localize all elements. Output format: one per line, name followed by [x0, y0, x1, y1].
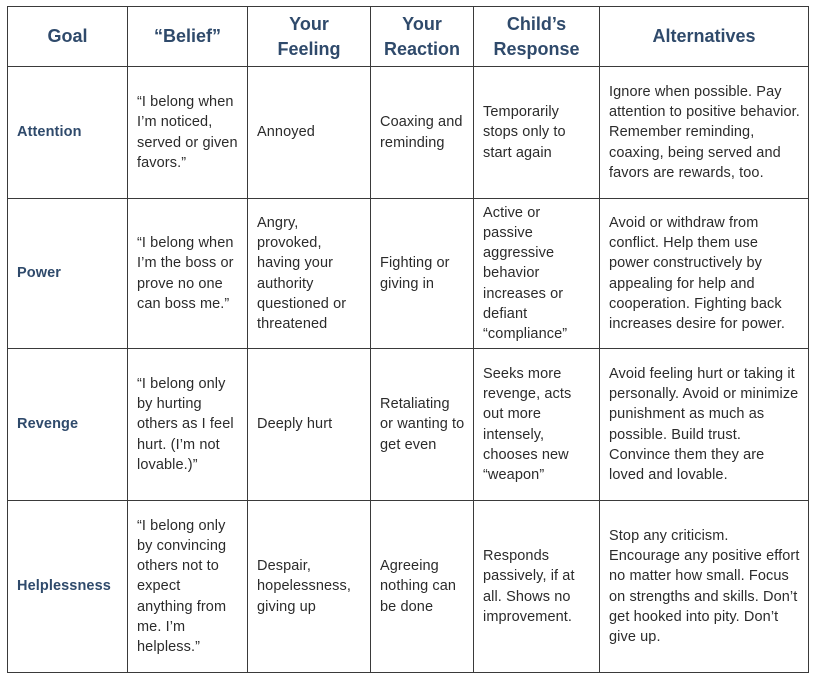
- header-childs-response: [474, 7, 600, 67]
- response-cell: Temporarily stops only to start again: [474, 67, 600, 199]
- table-row: [8, 199, 809, 349]
- alternatives-cell: Stop any criticism. Encourage any positive effort no matter how small. Focus on strengths and skills. Don’t get hooked into pity. Don’t give up.: [600, 501, 809, 673]
- belief-cell: “I belong only by hurting others as I feel hurt. (I’m not lovable.)”: [128, 349, 248, 501]
- header-your-feeling: [248, 7, 371, 67]
- alternatives-cell: Ignore when possible. Pay attention to positive behavior. Remember reminding, coaxing, being served and favors are rewards, too.: [600, 67, 809, 199]
- belief-cell: “I belong when I’m noticed, served or given favors.”: [128, 67, 248, 199]
- header-alternatives-label: Alternatives: [652, 26, 756, 46]
- reaction-cell: Retaliating or wanting to get even: [371, 349, 474, 501]
- goal-cell: Helplessness: [8, 501, 128, 673]
- header-reaction-line-2: Reaction: [383, 38, 461, 59]
- header-response-line-1: Child’s: [506, 13, 567, 34]
- reaction-cell: Fighting or giving in: [371, 199, 474, 349]
- feeling-cell: Annoyed: [248, 67, 371, 199]
- goals-table: [7, 6, 809, 673]
- header-alternatives: [600, 7, 809, 67]
- response-cell: Active or passive aggressive behavior increases or defiant “compliance”: [474, 199, 600, 349]
- response-cell: Seeks more revenge, acts out more intensely, chooses new “weapon”: [474, 349, 600, 501]
- goal-cell: Power: [8, 199, 128, 349]
- reaction-cell: Agreeing nothing can be done: [371, 501, 474, 673]
- table-row: [8, 501, 809, 673]
- header-reaction-line-1: Your: [402, 13, 442, 34]
- alternatives-cell: Avoid feeling hurt or taking it personally. Avoid or minimize punishment as much as possible. Build trust. Convince them they are loved and lovable.: [600, 349, 809, 501]
- alternatives-cell: Avoid or withdraw from conflict. Help them use power constructively by appealing for help and cooperation. Fighting back increases desire for power.: [600, 199, 809, 349]
- goal-cell: Revenge: [8, 349, 128, 501]
- header-feeling-line-1: Your: [289, 13, 329, 34]
- table-row: [8, 349, 809, 501]
- header-goal: [8, 7, 128, 67]
- reaction-cell: Coaxing and reminding: [371, 67, 474, 199]
- header-feeling-line-2: Feeling: [277, 38, 341, 59]
- feeling-cell: Deeply hurt: [248, 349, 371, 501]
- belief-cell: “I belong only by convincing others not to expect anything from me. I’m helpless.”: [128, 501, 248, 673]
- header-belief-label: “Belief”: [153, 26, 222, 46]
- goal-cell: Attention: [8, 67, 128, 199]
- header-belief: [128, 7, 248, 67]
- feeling-cell: Angry, provoked, having your authority questioned or threatened: [248, 199, 371, 349]
- table-row: [8, 67, 809, 199]
- header-response-line-2: Response: [493, 38, 580, 59]
- belief-cell: “I belong when I’m the boss or prove no one can boss me.”: [128, 199, 248, 349]
- header-row: [8, 7, 809, 67]
- header-goal-label: Goal: [47, 26, 88, 46]
- feeling-cell: Despair, hopelessness, giving up: [248, 501, 371, 673]
- header-your-reaction: [371, 7, 474, 67]
- response-cell: Responds passively, if at all. Shows no improvement.: [474, 501, 600, 673]
